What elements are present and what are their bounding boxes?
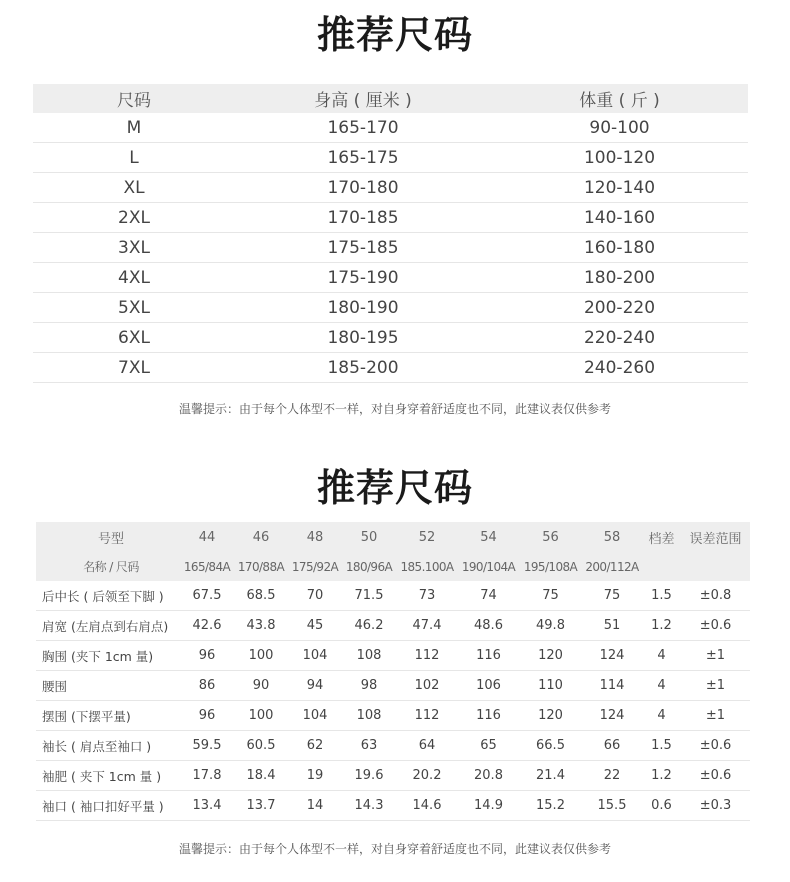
measurement-value: 114 xyxy=(582,671,642,701)
measurement-label: 袖长 ( 肩点至袖口 ) xyxy=(36,731,180,761)
measurement-value: 46.2 xyxy=(342,611,396,641)
cell-size: L xyxy=(33,143,235,173)
measurement-value: 14 xyxy=(288,791,342,821)
cell-size: 7XL xyxy=(33,353,235,383)
measurement-value: 124 xyxy=(582,641,642,671)
measurement-value: 18.4 xyxy=(234,761,288,791)
garment-measurement-table xyxy=(36,522,750,821)
measurement-value: 59.5 xyxy=(180,731,234,761)
measurement-value: 73 xyxy=(396,581,458,611)
size-name-header-row xyxy=(36,552,750,581)
measurement-value: 20.2 xyxy=(396,761,458,791)
header-cell: 46 xyxy=(234,522,288,552)
measurement-value: 4 xyxy=(642,641,681,671)
measurement-value: 86 xyxy=(180,671,234,701)
cell-weight: 140-160 xyxy=(491,203,748,233)
cell-weight: 180-200 xyxy=(491,263,748,293)
measurement-value: 110 xyxy=(519,671,582,701)
table-row xyxy=(36,791,750,821)
recommended-size-table xyxy=(33,84,748,383)
column-header-weight: 体重 ( 斤 ) xyxy=(491,84,748,113)
cell-size: 6XL xyxy=(33,323,235,353)
cell-weight: 240-260 xyxy=(491,353,748,383)
measurement-value: 66.5 xyxy=(519,731,582,761)
measurement-value: 1.5 xyxy=(642,731,681,761)
table-row xyxy=(36,581,750,611)
measurement-value: 104 xyxy=(288,641,342,671)
table-row xyxy=(36,701,750,731)
measurement-value: 94 xyxy=(288,671,342,701)
measurement-value: 63 xyxy=(342,731,396,761)
measurement-value: ±0.3 xyxy=(681,791,750,821)
measurement-value: 98 xyxy=(342,671,396,701)
cell-size: 2XL xyxy=(33,203,235,233)
cell-height: 165-175 xyxy=(235,143,491,173)
measurement-value: 70 xyxy=(288,581,342,611)
header-cell xyxy=(681,552,750,581)
measurement-value: 14.6 xyxy=(396,791,458,821)
header-cell: 58 xyxy=(582,522,642,552)
measurement-value: 68.5 xyxy=(234,581,288,611)
size-chart-title: 推荐尺码 xyxy=(316,13,473,57)
table-row xyxy=(33,143,748,173)
measurement-value: 112 xyxy=(396,641,458,671)
cell-height: 180-190 xyxy=(235,293,491,323)
measurement-value: 116 xyxy=(458,641,519,671)
measurement-value: 71.5 xyxy=(342,581,396,611)
header-cell: 档差 xyxy=(642,522,681,552)
cell-height: 175-185 xyxy=(235,233,491,263)
measurement-value: 15.2 xyxy=(519,791,582,821)
measurement-value: 17.8 xyxy=(180,761,234,791)
measurement-value: 14.3 xyxy=(342,791,396,821)
measurement-value: 102 xyxy=(396,671,458,701)
header-cell: 180/96A xyxy=(342,552,396,581)
cell-height: 165-170 xyxy=(235,113,491,143)
measurement-value: 1.2 xyxy=(642,611,681,641)
measurement-value: ±0.6 xyxy=(681,761,750,791)
measurement-value: 49.8 xyxy=(519,611,582,641)
cell-size: 4XL xyxy=(33,263,235,293)
measurement-value: 65 xyxy=(458,731,519,761)
header-cell: 195/108A xyxy=(519,552,582,581)
cell-weight: 100-120 xyxy=(491,143,748,173)
header-cell: 170/88A xyxy=(234,552,288,581)
table-row xyxy=(33,293,748,323)
measurement-label: 摆围 (下摆平量) xyxy=(36,701,180,731)
cell-weight: 120-140 xyxy=(491,173,748,203)
measurement-value: 21.4 xyxy=(519,761,582,791)
size-number-header-row xyxy=(36,522,750,552)
measurement-value: 0.6 xyxy=(642,791,681,821)
measurement-value: 43.8 xyxy=(234,611,288,641)
measurement-value: 120 xyxy=(519,701,582,731)
measurement-chart-note: 温馨提示：由于每个人体型不一样，对自身穿着舒适度也不同，此建议表仅供参考 xyxy=(178,842,611,856)
measurement-value: 1.5 xyxy=(642,581,681,611)
table-row xyxy=(36,761,750,791)
measurement-value: 75 xyxy=(519,581,582,611)
header-cell: 50 xyxy=(342,522,396,552)
table-row xyxy=(36,641,750,671)
table-row xyxy=(33,113,748,143)
measurement-value: 74 xyxy=(458,581,519,611)
size-chart-note: 温馨提示：由于每个人体型不一样，对自身穿着舒适度也不同，此建议表仅供参考 xyxy=(178,402,611,416)
measurement-value: 112 xyxy=(396,701,458,731)
measurement-value: 42.6 xyxy=(180,611,234,641)
table-row xyxy=(33,323,748,353)
measurement-label: 袖肥 ( 夹下 1cm 量 ) xyxy=(36,761,180,791)
measurement-value: 96 xyxy=(180,701,234,731)
measurement-value: 100 xyxy=(234,701,288,731)
measurement-value: 124 xyxy=(582,701,642,731)
measurement-value: ±0.6 xyxy=(681,611,750,641)
measurement-value: 108 xyxy=(342,701,396,731)
cell-size: XL xyxy=(33,173,235,203)
header-cell xyxy=(642,552,681,581)
measurement-value: 14.9 xyxy=(458,791,519,821)
measurement-value: 60.5 xyxy=(234,731,288,761)
measurement-value: 45 xyxy=(288,611,342,641)
measurement-chart-title: 推荐尺码 xyxy=(316,466,473,510)
measurement-value: 62 xyxy=(288,731,342,761)
measurement-value: 120 xyxy=(519,641,582,671)
measurement-value: 47.4 xyxy=(396,611,458,641)
measurement-value: 13.7 xyxy=(234,791,288,821)
measurement-value: 13.4 xyxy=(180,791,234,821)
measurement-value: 104 xyxy=(288,701,342,731)
measurement-value: 90 xyxy=(234,671,288,701)
measurement-value: 67.5 xyxy=(180,581,234,611)
table-row xyxy=(33,173,748,203)
measurement-value: 48.6 xyxy=(458,611,519,641)
measurement-value: 100 xyxy=(234,641,288,671)
table-row xyxy=(36,611,750,641)
measurement-value: 116 xyxy=(458,701,519,731)
column-header-height: 身高 ( 厘米 ) xyxy=(235,84,491,113)
measurement-label: 腰围 xyxy=(36,671,180,701)
measurement-label: 后中长 ( 后领至下脚 ) xyxy=(36,581,180,611)
measurement-value: 22 xyxy=(582,761,642,791)
header-cell: 52 xyxy=(396,522,458,552)
cell-height: 180-195 xyxy=(235,323,491,353)
measurement-label: 胸围 (夹下 1cm 量) xyxy=(36,641,180,671)
table-row xyxy=(33,233,748,263)
row-label: 名称 / 尺码 xyxy=(36,552,180,581)
measurement-value: 19 xyxy=(288,761,342,791)
cell-weight: 220-240 xyxy=(491,323,748,353)
measurement-value: ±0.8 xyxy=(681,581,750,611)
table-row xyxy=(36,671,750,701)
header-cell: 56 xyxy=(519,522,582,552)
header-cell: 200/112A xyxy=(582,552,642,581)
row-label: 号型 xyxy=(36,522,180,552)
header-cell: 185.100A xyxy=(396,552,458,581)
measurement-value: 1.2 xyxy=(642,761,681,791)
header-cell: 48 xyxy=(288,522,342,552)
measurement-value: 66 xyxy=(582,731,642,761)
table-row xyxy=(33,263,748,293)
header-cell: 44 xyxy=(180,522,234,552)
measurement-value: 19.6 xyxy=(342,761,396,791)
cell-size: 5XL xyxy=(33,293,235,323)
cell-height: 170-180 xyxy=(235,173,491,203)
measurement-value: 20.8 xyxy=(458,761,519,791)
measurement-label: 肩宽 (左肩点到右肩点) xyxy=(36,611,180,641)
measurement-value: ±1 xyxy=(681,701,750,731)
header-cell: 误差范围 xyxy=(681,522,750,552)
table-header-row xyxy=(33,84,748,113)
measurement-value: 108 xyxy=(342,641,396,671)
cell-size: M xyxy=(33,113,235,143)
header-cell: 175/92A xyxy=(288,552,342,581)
header-cell: 165/84A xyxy=(180,552,234,581)
header-cell: 190/104A xyxy=(458,552,519,581)
measurement-value: ±1 xyxy=(681,671,750,701)
cell-height: 175-190 xyxy=(235,263,491,293)
table-row xyxy=(36,731,750,761)
measurement-value: 4 xyxy=(642,671,681,701)
table-row xyxy=(33,203,748,233)
measurement-value: 15.5 xyxy=(582,791,642,821)
measurement-value: ±1 xyxy=(681,641,750,671)
measurement-label: 袖口 ( 袖口扣好平量 ) xyxy=(36,791,180,821)
cell-size: 3XL xyxy=(33,233,235,263)
measurement-value: 4 xyxy=(642,701,681,731)
measurement-value: 96 xyxy=(180,641,234,671)
measurement-value: 75 xyxy=(582,581,642,611)
table-row xyxy=(33,353,748,383)
measurement-value: 64 xyxy=(396,731,458,761)
cell-weight: 200-220 xyxy=(491,293,748,323)
measurement-value: ±0.6 xyxy=(681,731,750,761)
cell-height: 170-185 xyxy=(235,203,491,233)
cell-height: 185-200 xyxy=(235,353,491,383)
cell-weight: 160-180 xyxy=(491,233,748,263)
measurement-value: 51 xyxy=(582,611,642,641)
measurement-value: 106 xyxy=(458,671,519,701)
cell-weight: 90-100 xyxy=(491,113,748,143)
header-cell: 54 xyxy=(458,522,519,552)
column-header-size: 尺码 xyxy=(33,84,235,113)
